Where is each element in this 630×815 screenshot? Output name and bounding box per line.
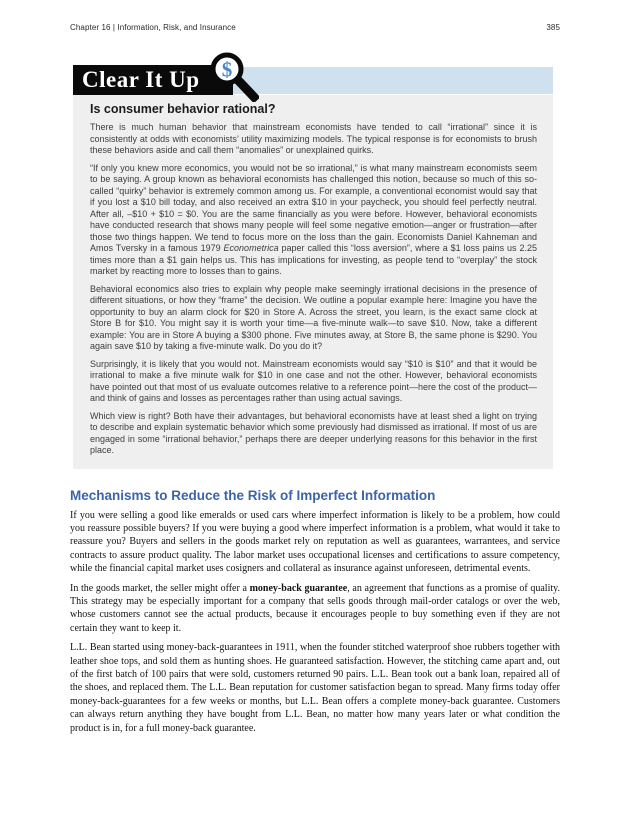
paragraph: If you were selling a good like emeralds or used cars where imperfect information is likely to be a problem, how could you reassure possible buyers? If you were buying a good where imperfect information is a problem, what would it take to reassure you? Buyers and sellers in the goods market rely on reputation as well as guarantees, warrantees, and service contracts to assure product quality. The labor market uses occupational licenses and certifications to assure competency, while the financial capital market uses cosigners and collateral as insurance against unforeseen, detrimental events. <box>70 509 560 575</box>
section-heading: Mechanisms to Reduce the Risk of Imperfect Information <box>70 487 436 503</box>
svg-text:$: $ <box>221 57 233 82</box>
paragraph: Surprisingly, it is likely that you would not. Mainstream economists would say “$10 is $10” and that it would be irrational to make a five minute walk for $10 in one case and not the other. However, behavioral economists have pointed out that most of us evaluate outcomes relative to a reference point—here the cost of the product—and think of gains and losses as percentages rather than using actual savings. <box>90 358 537 403</box>
paragraph: There is much human behavior that mainstream economists have tended to call “irrational” since it is consistently at odds with economists’ utility maximizing models. The typical response is for economists to brush these behaviors aside and call them “anomalies” or unexplained quirks. <box>90 122 537 155</box>
chapter-title: Chapter 16 | Information, Risk, and Insurance <box>70 23 236 32</box>
banner-blue-strip <box>233 67 553 94</box>
clear-it-up-banner-label: Clear It Up <box>73 65 233 95</box>
page-number: 385 <box>546 23 560 32</box>
page-header <box>70 0 560 32</box>
paragraph: Which view is right? Both have their advantages, but behavioral economists have at least shed a light on trying to describe and explain systematic behavior which some previously had dismissed as irrational. If most of us are engaged in some “irrational behavior,” perhaps there are deeper underlying reasons for this behavior in the first place. <box>90 410 537 455</box>
clear-it-up-banner <box>73 57 560 95</box>
paragraph: In the goods market, the seller might offer a money-back guarantee, an agreement that functions as a promise of quality. This strategy may be especially important for a company that sells goods through mail-order catalogs or over the web, whose customers cannot see the actual products, because it encourages people to buy something even if they are not certain they want to keep it. <box>70 582 560 634</box>
paragraph: “If only you knew more economics, you would not be so irrational,” is what many mainstream economists seem to be saying. A group known as behavioral economists has challenged this notion, because so much of this so-called “quirky” behavior is extremely common among us. For example, a conventional economist would say that if you lost a $10 bill today, and also received an extra $10 in your paycheck, you should feel perfectly neutral. After all, –$10 + $10 = $0. You are the same financially as you were before. However, behavioral economists have conducted research that shows many people will feel some negative emotion—anger or frustration—after those two things happen. We tend to focus more on the loss than the gain. Economists Daniel Kahneman and Amos Tversky in a famous 1979 Econometrica paper called this “loss aversion”, where a $1 loss pains us 2.25 times more than a $1 gain helps us. This has implications for investing, as people tend to “overplay” the stock market by reacting more to losses than to gains. <box>90 162 537 276</box>
feature-title: Is consumer behavior rational? <box>90 102 276 116</box>
clear-it-up-box <box>73 95 553 469</box>
magnifier-dollar-icon <box>203 52 259 102</box>
section-paragraphs <box>70 509 560 736</box>
feature-paragraphs <box>90 122 537 457</box>
paragraph: L.L. Bean started using money-back-guarantees in 1911, when the founder stitched waterproof shoe rubbers together with leather shoe tops, and sold them as hunting shoes. He guaranteed satisfaction. However, the stitching came apart and, out of the first batch of 100 pairs that were sold, customers returned 90 pairs. L.L. Bean took out a bank loan, repaired all of the shoes, and replaced them. The L.L. Bean reputation for customer satisfaction began to spread. Many firms today offer money-back-guarantees for a few weeks or months, but L.L. Bean offers a complete money-back guarantee. Customers can always return anything they have bought from L.L. Bean, no matter how many years later or what condition the product is in, for a full money-back guarantee. <box>70 642 560 734</box>
paragraph: Behavioral economics also tries to explain why people make seemingly irrational decisions in the presence of different situations, or how they “frame” the decision. We outline a popular example here: Imagine you have the opportunity to buy an alarm clock for $20 in Store A. Across the street, you learn, is the exact same clock at Store B for $10. You might say it is worth your time—a five-minute walk—to save $10. Now, take a different example: You are in Store A buying a $300 phone. Five minutes away, at Store B, the same phone is $290. You again save $10 by taking a five-minute walk. Do you do it? <box>90 283 537 351</box>
